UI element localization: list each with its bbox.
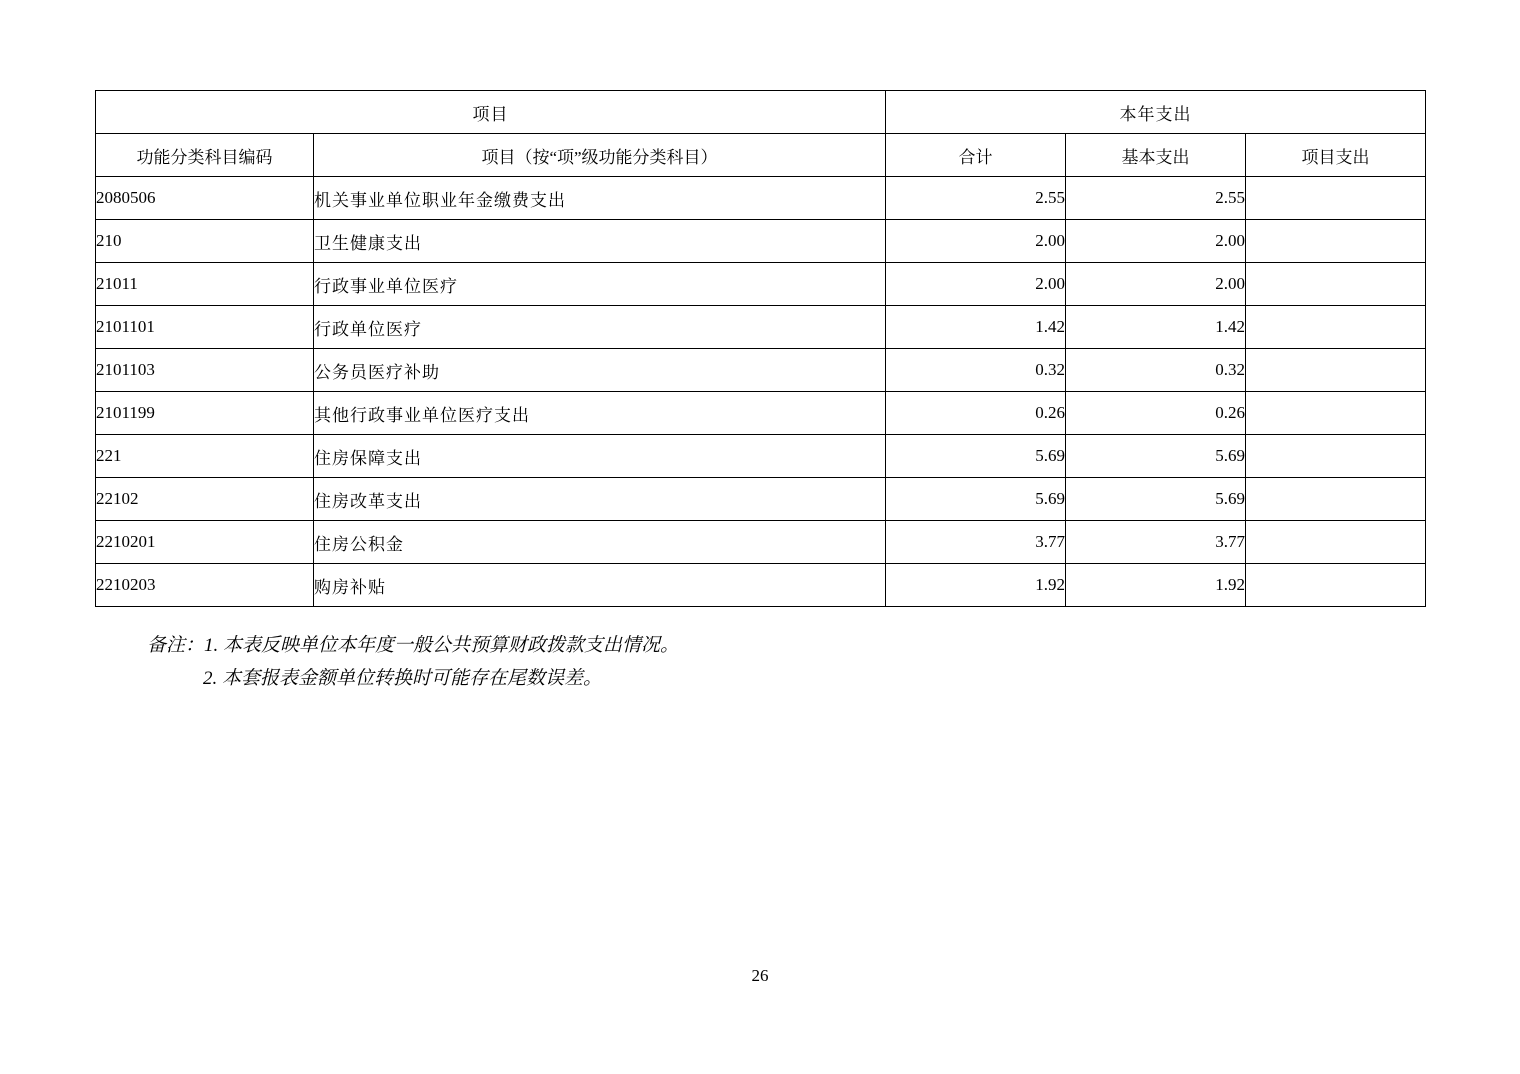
row-basic: 0.32 [1066,349,1246,392]
row-name: 住房改革支出 [314,478,886,521]
row-code: 221 [96,435,314,478]
row-total: 3.77 [886,521,1066,564]
header-col-code: 功能分类科目编码 [96,134,314,177]
table-row [96,392,1426,435]
table-row [96,263,1426,306]
row-name: 行政事业单位医疗 [314,263,886,306]
table-row [96,349,1426,392]
row-name: 住房公积金 [314,521,886,564]
row-basic: 5.69 [1066,478,1246,521]
row-total: 1.42 [886,306,1066,349]
row-project [1246,392,1426,435]
row-name: 住房保障支出 [314,435,886,478]
table-row [96,177,1426,220]
note-line-2: 2. 本套报表金额单位转换时可能存在尾数误差。 [203,668,603,690]
header-group-item: 项目 [96,91,886,134]
row-total: 2.00 [886,220,1066,263]
header-group-expense: 本年支出 [886,91,1426,134]
row-name: 卫生健康支出 [314,220,886,263]
row-project [1246,349,1426,392]
row-name: 行政单位医疗 [314,306,886,349]
row-project [1246,564,1426,607]
row-total: 0.32 [886,349,1066,392]
row-name: 公务员医疗补助 [314,349,886,392]
row-code: 21011 [96,263,314,306]
table-notes [95,629,1425,696]
note-line-1: 备注：1. 本表反映单位本年度一般公共预算财政拨款支出情况。 [147,635,680,656]
table-header-row-columns [96,134,1426,177]
table-row [96,478,1426,521]
header-col-project: 项目支出 [1246,134,1426,177]
row-code: 210 [96,220,314,263]
row-basic: 2.00 [1066,263,1246,306]
row-name: 其他行政事业单位医疗支出 [314,392,886,435]
header-col-name: 项目（按“项”级功能分类科目） [314,134,886,177]
budget-expenditure-table [95,90,1426,607]
row-total: 5.69 [886,435,1066,478]
row-basic: 2.55 [1066,177,1246,220]
row-code: 2101199 [96,392,314,435]
row-total: 1.92 [886,564,1066,607]
row-code: 22102 [96,478,314,521]
row-basic: 1.92 [1066,564,1246,607]
table-row [96,306,1426,349]
table-header [96,91,1426,177]
row-code: 2210203 [96,564,314,607]
row-basic: 0.26 [1066,392,1246,435]
row-code: 2210201 [96,521,314,564]
row-total: 2.55 [886,177,1066,220]
row-project [1246,306,1426,349]
row-project [1246,263,1426,306]
header-col-total: 合计 [886,134,1066,177]
row-name: 机关事业单位职业年金缴费支出 [314,177,886,220]
row-code: 2101103 [96,349,314,392]
row-project [1246,177,1426,220]
table-row [96,435,1426,478]
table-body [96,177,1426,607]
table-row [96,220,1426,263]
header-col-basic: 基本支出 [1066,134,1246,177]
row-total: 0.26 [886,392,1066,435]
table-row [96,521,1426,564]
row-project [1246,220,1426,263]
row-basic: 5.69 [1066,435,1246,478]
row-basic: 2.00 [1066,220,1246,263]
row-total: 2.00 [886,263,1066,306]
page-number: 26 [751,966,769,985]
row-code: 2080506 [96,177,314,220]
row-basic: 1.42 [1066,306,1246,349]
row-project [1246,521,1426,564]
table-header-row-group [96,91,1426,134]
row-name: 购房补贴 [314,564,886,607]
row-project [1246,435,1426,478]
row-code: 2101101 [96,306,314,349]
table-row [96,564,1426,607]
row-project [1246,478,1426,521]
row-total: 5.69 [886,478,1066,521]
row-basic: 3.77 [1066,521,1246,564]
